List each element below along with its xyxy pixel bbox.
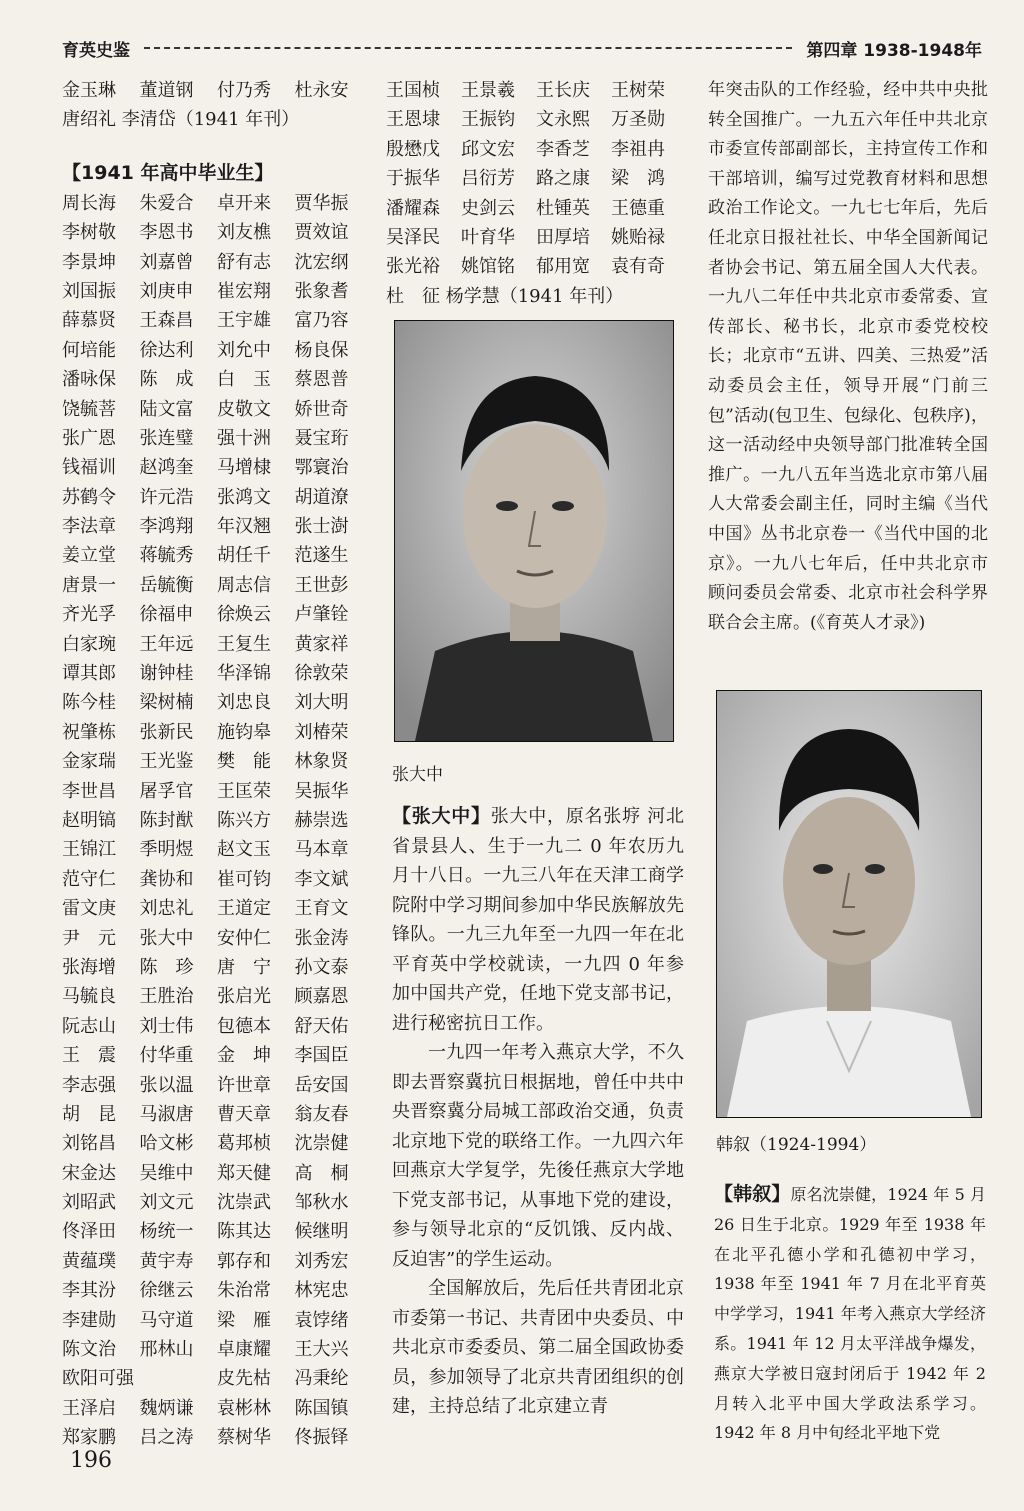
list-note: 唐绍礼 李清岱（1941 年刊） [62,109,300,131]
person-name: 殷懋戊 [386,138,440,160]
name-row [62,306,372,335]
person-name: 杜锺英 [536,197,590,219]
person-name: 葛邦桢 [217,1133,271,1155]
list-note-middle: 杜 征 杨学慧（1941 年刊） [386,285,624,307]
name-row [62,718,372,747]
name-row [62,1335,372,1364]
name-row [62,571,372,600]
portrait-photo-han-xu [716,690,982,1118]
person-name: 马增棣 [217,457,271,479]
person-name: 刘铭昌 [62,1133,116,1155]
person-name: 张士澍 [294,516,349,538]
person-name: 王森昌 [139,310,194,332]
person-name: 翁友春 [294,1103,349,1125]
person-name: 白家琬 [62,633,116,655]
person-name: 路之康 [536,168,590,190]
person-name: 马守道 [139,1309,194,1331]
person-name: 王德重 [611,197,665,219]
header-divider [144,47,792,49]
photo-caption-1: 张大中 [392,765,443,785]
column-middle [386,76,686,311]
person-name: 岳安国 [294,1074,349,1096]
person-name: 阮志山 [62,1015,116,1037]
person-name: 吴维中 [139,1162,194,1184]
person-name: 强十洲 [217,427,271,449]
person-name: 何培能 [62,339,116,361]
person-name: 刘忠礼 [139,898,194,920]
person-name: 谭其郎 [62,663,116,685]
person-name: 赫崇选 [294,809,349,831]
person-name: 林象贤 [294,751,349,773]
person-name: 刘嘉曾 [139,251,194,273]
name-row [62,630,372,659]
person-name: 郁用宽 [536,256,590,278]
page-number: 196 [70,1448,112,1473]
person-name: 徐敦荣 [294,663,349,685]
person-name: 邢林山 [139,1339,194,1361]
person-name: 金玉琳 [62,80,116,101]
person-name: 付华重 [139,1045,194,1067]
name-row [62,1364,372,1393]
person-name: 许元浩 [139,486,194,508]
person-name: 年汉翘 [217,516,271,538]
person-name: 邹秋水 [294,1192,349,1214]
name-row [62,1129,372,1158]
person-name: 鄂寰治 [294,457,349,479]
person-name: 唐 宁 [217,956,271,978]
person-name: 袁有奇 [611,256,665,278]
bio-paragraph: 原名沈崇健，1924 年 5 月 26 日生于北京。1929 年至 1938 年在北平孔德小学和孔德初中学习，1938 年至 1941 年 7 月在北平育英中学学习，1941 年考入燕京大学经济系。1941 年 12 月太平洋战争爆发，燕京大学被日寇封闭后于 1942 年 2 月转入北平中国大学政法系学习。1942 年 8 月中旬经北平地下党 [714,1185,986,1443]
person-name: 徐福申 [139,604,194,626]
person-name: 于振华 [386,168,440,190]
person-name: 张鸿文 [217,486,271,508]
person-name: 马本章 [294,839,349,861]
person-name: 李文斌 [294,868,349,890]
person-name: 王世彭 [294,574,349,596]
name-row [62,1159,372,1188]
person-name: 李建勋 [62,1309,116,1331]
person-name: 邱文宏 [461,138,515,160]
person-name: 陈封猷 [139,809,194,831]
person-name: 周志信 [217,574,271,596]
person-name: 雷文庚 [62,898,116,920]
person-name: 高 桐 [294,1162,349,1184]
person-name: 李祖冉 [611,138,665,160]
person-name: 蔡树华 [217,1427,271,1449]
person-name: 吕之涛 [139,1427,194,1449]
person-name: 史剑云 [461,197,515,219]
person-name: 潘咏保 [62,369,116,391]
person-name: 薛慕贤 [62,310,116,332]
name-row [62,1217,372,1246]
person-name: 文永熙 [536,109,590,131]
person-name: 刘忠良 [217,692,271,714]
name-row [62,424,372,453]
bio-title: 【张大中】 [392,805,491,827]
person-name: 李恩书 [139,222,194,244]
person-name: 王树荣 [611,80,665,101]
person-name: 苏鹤令 [62,486,116,508]
person-name: 舒有志 [217,251,271,273]
person-name: 贾华振 [294,192,349,214]
person-name: 陈国镇 [294,1397,349,1419]
person-name: 王 震 [62,1045,116,1067]
person-name: 黄蕴璞 [62,1250,116,1272]
person-name: 林宪忠 [294,1280,349,1302]
person-name: 金家瑞 [62,751,116,773]
person-name: 赵鸿奎 [139,457,194,479]
person-name: 孙文泰 [294,956,349,978]
name-row [62,777,372,806]
person-name: 王光鉴 [139,751,194,773]
person-name: 杜永安 [294,80,349,101]
person-name: 刘大明 [294,692,349,714]
person-name: 顾嘉恩 [294,986,349,1008]
person-name: 钱福训 [62,457,116,479]
person-name: 哈文彬 [139,1133,194,1155]
person-name: 沈宏纲 [294,251,349,273]
person-name: 李世昌 [62,780,116,802]
name-row [62,248,372,277]
person-name: 胡任千 [217,545,271,567]
person-name: 郭存和 [217,1250,271,1272]
person-name: 季明煜 [139,839,194,861]
name-row [62,1394,372,1423]
name-row [62,1247,372,1276]
bio-paragraph: 张大中，原名张垿 河北省景县人、生于一九二 0 年农历九月十八日。一九三八年在天津工商学院附中学习期间参加中华民族解放先锋队。一九三九年至一九四一年在北平育英中学校就读，一九四 0 年参加中国共产党，任地下党支部书记，进行秘密抗日工作。 [392,806,684,1034]
person-name: 郑天健 [217,1162,271,1184]
person-name: 姚馆铭 [461,256,515,278]
name-row [62,365,372,394]
person-name: 樊 能 [217,751,271,773]
person-name: 沈崇健 [294,1133,349,1155]
person-name: 王宇雄 [217,310,271,332]
person-name: 卢肇铨 [294,604,349,626]
person-name: 包德本 [217,1015,271,1037]
person-name: 李其汾 [62,1280,116,1302]
person-name: 卓康耀 [217,1339,271,1361]
name-row [62,1306,372,1335]
person-name: 徐继云 [139,1280,194,1302]
person-name: 徐焕云 [217,604,271,626]
person-name: 曹天章 [217,1103,271,1125]
name-row [62,541,372,570]
name-row [386,135,686,164]
person-name: 唐景一 [62,574,116,596]
name-row [386,194,686,223]
name-row [62,688,372,717]
person-name: 刘秀宏 [294,1250,349,1272]
book-title: 育英史鉴 [62,40,130,61]
person-name: 崔可钧 [217,868,271,890]
person-name: 马淑唐 [139,1103,194,1125]
person-name: 袁彬林 [217,1397,271,1419]
person-name: 王年远 [139,633,194,655]
person-name: 赵明镐 [62,809,116,831]
bio-title: 【韩叙】 [714,1183,791,1205]
person-name: 王长庆 [536,80,590,101]
person-name: 宋金达 [62,1162,116,1184]
biography-zhang-dazhong [392,802,684,1422]
person-name: 张光裕 [386,256,440,278]
person-name: 祝肇栋 [62,721,116,743]
person-name: 贾效谊 [294,222,349,244]
person-name: 王匡荣 [217,780,271,802]
name-row [62,924,372,953]
person-name: 吕衍芳 [461,168,515,190]
person-name: 朱治常 [217,1280,271,1302]
person-name: 欧阳可强 [62,1368,134,1390]
name-row [386,164,686,193]
person-name: 黄宇寿 [139,1250,194,1272]
person-name: 皮敬文 [217,398,271,420]
name-row [62,395,372,424]
name-row [62,336,372,365]
biography-han-xu [714,1180,986,1448]
person-name: 王胜治 [139,986,194,1008]
name-row [62,835,372,864]
person-name: 吴泽民 [386,226,440,248]
person-name: 王国桢 [386,80,440,101]
person-name: 吴振华 [294,780,349,802]
name-row [62,659,372,688]
person-name: 金 坤 [217,1045,271,1067]
column-left [62,76,372,1453]
person-name: 安仲仁 [217,927,271,949]
person-name: 张海增 [62,956,116,978]
person-name: 李法章 [62,516,116,538]
page-header [62,34,982,62]
person-name: 范遂生 [294,545,349,567]
person-name: 潘耀森 [386,197,440,219]
person-name: 陆文富 [139,398,194,420]
photo-caption-2: 韩叙（1924-1994） [716,1135,877,1155]
person-name: 尹 元 [62,927,116,949]
name-row [62,218,372,247]
person-name: 王景羲 [461,80,515,101]
person-name: 刘士伟 [139,1015,194,1037]
name-row [62,453,372,482]
person-name: 屠孚官 [139,780,194,802]
name-row [62,512,372,541]
person-name: 梁 鸿 [611,168,665,190]
person-name: 王泽启 [62,1397,116,1419]
person-name: 蒋毓秀 [139,545,194,567]
person-name: 王锦江 [62,839,116,861]
person-name: 李景坤 [62,251,116,273]
bio-paragraph: 一九四一年考入燕京大学，不久即去晋察冀抗日根据地，曾任中共中央晋察冀分局城工部政治交通，负责北京地下党的联络工作。一九四六年回燕京大学复学，先後任燕京大学地下党支部书记，从事地下党的建设，参与领导北京的“反饥饿、反内战、反迫害”的学生运动。 [392,1042,684,1270]
name-row [62,806,372,835]
person-name: 张启光 [217,986,271,1008]
person-name: 李树敬 [62,222,116,244]
name-row [62,1071,372,1100]
person-name: 陈兴方 [217,809,271,831]
person-name: 张金涛 [294,927,349,949]
person-name: 杨统一 [139,1221,194,1243]
person-name: 谢钟桂 [139,663,194,685]
person-name: 王复生 [217,633,271,655]
name-row [62,953,372,982]
person-name: 陈 成 [139,369,194,391]
name-list-middle [386,76,686,282]
person-name: 王道定 [217,898,271,920]
person-name: 王育文 [294,898,349,920]
person-name: 黄家祥 [294,633,349,655]
person-name: 徐达利 [139,339,194,361]
person-name: 卓开来 [217,192,271,214]
name-row [62,189,372,218]
person-name: 陈 珍 [139,956,194,978]
person-name: 娇世奇 [294,398,349,420]
person-name: 张广恩 [62,427,116,449]
person-name: 董道钢 [139,80,194,101]
name-row [62,894,372,923]
person-name: 崔宏翔 [217,280,271,302]
person-name: 富乃容 [294,310,349,332]
person-name: 范守仁 [62,868,116,890]
name-row [62,865,372,894]
person-name: 李志强 [62,1074,116,1096]
name-row [62,1100,372,1129]
person-name: 舒天佑 [294,1015,349,1037]
person-name: 马毓良 [62,986,116,1008]
person-name: 候继明 [294,1221,349,1243]
person-name: 刘友樵 [217,222,271,244]
person-name: 华泽锦 [217,663,271,685]
person-name: 王振钧 [461,109,515,131]
person-name: 姚贻禄 [611,226,665,248]
person-name: 叶育华 [461,226,515,248]
person-name: 胡 昆 [62,1103,116,1125]
name-row [386,252,686,281]
name-row [62,1041,372,1070]
graduate-name-list [62,189,372,1453]
person-name: 朱爱合 [139,192,194,214]
person-name: 许世章 [217,1074,271,1096]
person-name: 刘庚申 [139,280,194,302]
name-row [62,1012,372,1041]
person-name: 饶毓菩 [62,398,116,420]
person-name: 施钧皋 [217,721,271,743]
person-name: 梁树楠 [139,692,194,714]
person-name: 袁饽绪 [294,1309,349,1331]
name-row [62,277,372,306]
person-name: 梁 雁 [217,1309,271,1331]
name-list-top [62,76,372,105]
person-name: 陈今桂 [62,692,116,714]
person-name: 刘昭武 [62,1192,116,1214]
person-name: 蔡恩普 [294,369,349,391]
person-name: 郑家鹏 [62,1427,116,1449]
person-name: 张大中 [139,927,194,949]
person-name: 白 玉 [217,369,271,391]
person-name: 周长海 [62,192,116,214]
person-name: 魏炳谦 [139,1397,194,1419]
chapter-title: 第四章 1938-1948年 [806,40,982,61]
bio-continuation: 年突击队的工作经验，经中共中央批转全国推广。一九五六年任中共北京市委宣传部副部长，主持宣传工作和干部培训，编写过党教育材料和思想政治工作论文。一九七七年后，先后任北京日报社社长、中华全国新闻记者协会书记、第五届全国人大代表。一九八二年任中共北京市委常委、宣传部长、秘书长，北京市委党校校长；北京市“五讲、四美、三热爱”活动委员会主任，领导开展“门前三包”活动(包卫生、包绿化、包秩序)，这一活动经中央领导部门批准转全国推广。一九八五年当选北京市第八届人大常委会副主任，同时主编《当代中国》丛书北京卷一《当代中国的北京》。一九八七年后，任中共北京市顾问委员会常委、北京市社会科学界联合会主席。(《育英人才录》) [708,80,988,633]
name-row [386,105,686,134]
name-row [62,747,372,776]
section-title: 【1941 年高中毕业生】 [62,161,274,184]
person-name: 姜立堂 [62,545,116,567]
name-row [62,600,372,629]
person-name: 刘文元 [139,1192,194,1214]
person-name: 聂宝珩 [294,427,349,449]
name-row [62,1188,372,1217]
person-name: 李国臣 [294,1045,349,1067]
name-row [386,223,686,252]
person-name: 张以温 [139,1074,194,1096]
person-name: 张连璧 [139,427,194,449]
person-name: 王恩埭 [386,109,440,131]
person-name: 刘椿荣 [294,721,349,743]
bio-paragraph: 全国解放后，先后任共青团北京市委第一书记、共青团中央委员、中共北京市委委员、第二届全国政协委员，参加领导了北京共青团组织的创建，主持总结了北京建立青 [392,1278,684,1417]
name-row [62,1276,372,1305]
person-name: 沈崇武 [217,1192,271,1214]
name-row [62,982,372,1011]
person-name: 王大兴 [294,1339,349,1361]
person-name: 李鸿翔 [139,516,194,538]
person-name: 李香芝 [536,138,590,160]
person-name: 付乃秀 [217,80,271,101]
person-name: 佟振铎 [294,1427,349,1449]
name-row [386,76,686,105]
column-right [708,76,988,638]
person-name: 张新民 [139,721,194,743]
person-name: 陈文治 [62,1339,116,1361]
person-name: 张象耆 [294,280,349,302]
person-name: 皮先枯 [217,1368,271,1390]
person-name: 田厚培 [536,226,590,248]
person-name: 齐光孚 [62,604,116,626]
name-row [62,483,372,512]
name-row [62,76,372,105]
portrait-photo-zhang-dazhong [394,320,674,742]
person-name: 刘国振 [62,280,116,302]
person-name: 岳毓衡 [139,574,194,596]
person-name: 杨良保 [294,339,349,361]
person-name: 赵文玉 [217,839,271,861]
person-name: 佟泽田 [62,1221,116,1243]
person-name: 万圣勋 [611,109,665,131]
person-name: 陈其达 [217,1221,271,1243]
person-name: 胡道潦 [294,486,349,508]
person-name: 刘允中 [217,339,271,361]
person-name: 冯秉纶 [294,1368,349,1390]
person-name: 龚协和 [139,868,194,890]
